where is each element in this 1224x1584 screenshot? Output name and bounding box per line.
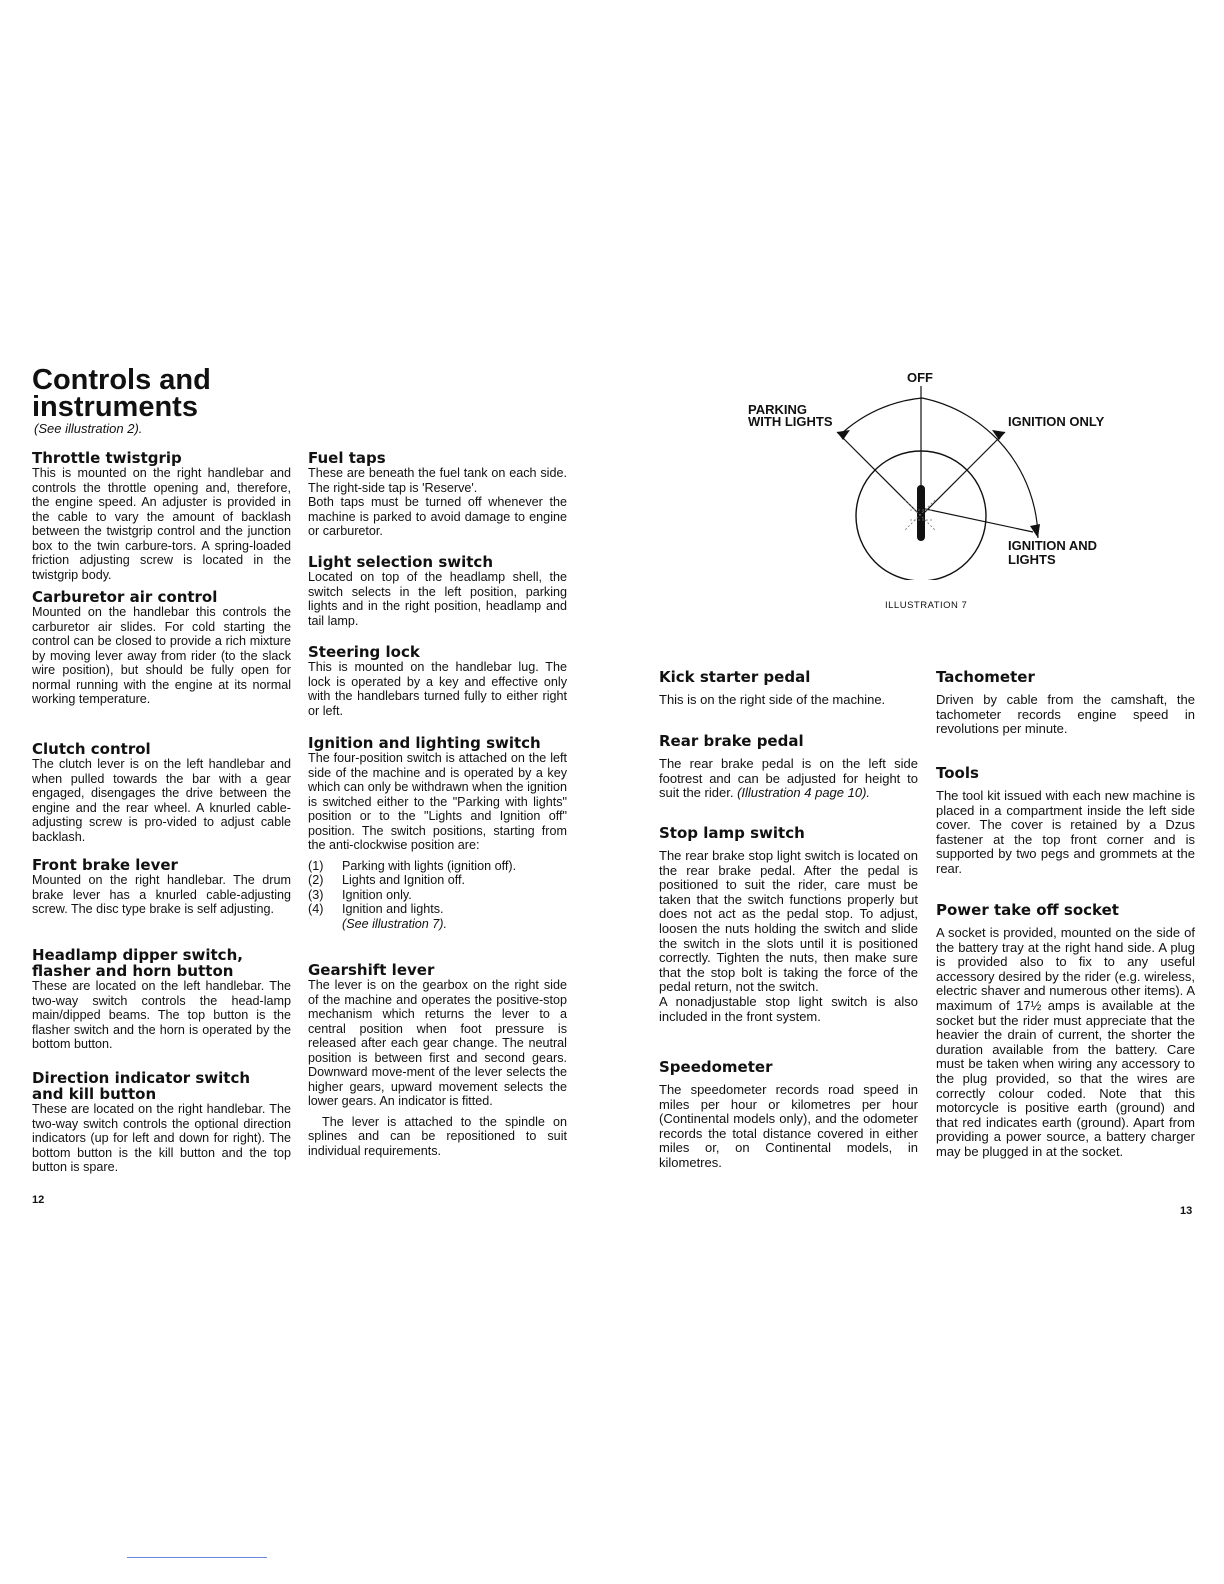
section-text: Mounted on the right handlebar. The drum brake lever has a knurled cable-adjusting screw. The disc type brake is self adjusting. <box>32 873 291 916</box>
section-heading: Gearshift lever <box>308 961 435 979</box>
section-heading: Light selection switch <box>308 553 494 571</box>
section-kick-starter <box>659 669 918 708</box>
divider-line <box>127 1557 267 1558</box>
list-number: (4) <box>308 902 324 916</box>
section-speedometer <box>659 1059 918 1171</box>
page-number-left: 12 <box>32 1194 45 1206</box>
section-text: Driven by cable from the camshaft, the tachometer records engine speed in revolutions per minute. <box>936 692 1195 737</box>
section-heading: Throttle twistgrip <box>32 449 182 467</box>
section-heading: Fuel taps <box>308 449 386 467</box>
list-number: (3) <box>308 887 324 902</box>
section-heading-line-1: Headlamp dipper switch, <box>32 946 243 964</box>
section-heading-line-2: flasher and horn button <box>32 962 234 980</box>
section-stop-lamp <box>659 825 918 1024</box>
list-text: Ignition and lights. <box>342 902 444 916</box>
section-rear-brake <box>659 733 918 801</box>
section-heading: Tools <box>936 764 979 782</box>
section-text: A socket is provided, mounted on the side of the battery tray at the right hand side. A plug is provided also to fix to any useful accessory desired by the rider (e.g. wireless, electric shaver and numerous other items). A maximum of 17½ amps is available at the socket but the rider must appreciate that the heavier the drain of current, the shorter the duration available from the battery. Care must be taken when wiring any accessory to the plug provided, so that the wires are correctly colour coded. Note that this motorcycle is positive earth (ground) and that red indicates earth (ground). Apart from providing a power source, a battery charger may be plugged in at the socket. <box>936 925 1195 1159</box>
section-text: This is on the right side of the machine. <box>659 692 886 707</box>
section-heading: Kick starter pedal <box>659 668 811 686</box>
section-text-body: The rear brake pedal is on the left side footrest and can be adjusted for height to suit the rider. <box>659 756 918 801</box>
section-text: Located on top of the headlamp shell, the switch selects in the left position, parking lights and in the right position, headlamp and tail lamp. <box>308 570 567 628</box>
section-text: The lever is on the gearbox on the right side of the machine and operates the positive-stop mechanism which returns the lever to a central position when foot pressure is released after each gear change. The neutral position is between first and second gears. Downward move-ment of the lever selects the higher gears, upward movement selects the lower gears. An indicator is fitted. <box>308 978 567 1108</box>
switch-positions-list <box>308 859 567 932</box>
page-number-right: 13 <box>1180 1205 1193 1217</box>
list-item <box>308 859 567 874</box>
section-heading-line-2: and kill button <box>32 1085 157 1103</box>
section-heading: Ignition and lighting switch <box>308 734 541 752</box>
label-ignition-lights-line-1: IGNITION AND <box>1008 538 1098 553</box>
label-parking-line-1: PARKING <box>748 402 807 417</box>
list-number: (1) <box>308 858 324 873</box>
section-heading: Speedometer <box>659 1058 773 1076</box>
section-heading: Power take off socket <box>936 901 1119 919</box>
list-item <box>308 888 567 903</box>
section-heading-line-1: Direction indicator switch <box>32 1069 251 1087</box>
illustration-caption: ILLUSTRATION 7 <box>885 600 968 611</box>
label-off: OFF <box>907 370 933 385</box>
position-line-ignition-only <box>921 432 1005 516</box>
list-text: Lights and Ignition off. <box>342 873 465 887</box>
section-text: Mounted on the handlebar this controls the carburetor air slides. For cold starting the control can be closed to provide a rich mixture by moving lever away from rider (to the slack wire position), but should be fully open for normal running with the engine at its normal working temperature. <box>32 605 291 706</box>
section-ignition-lighting <box>308 735 567 931</box>
section-text <box>659 757 918 801</box>
arrow-ignition-only <box>992 430 1005 440</box>
section-text-2: The lever is attached to the spindle on splines and can be repositioned to suit individual requirements. <box>308 1114 567 1158</box>
section-tools <box>936 765 1195 877</box>
section-front-brake <box>32 857 291 917</box>
section-text: This is mounted on the handlebar lug. The lock is operated by a key and effective only with the handlebars turned fully to either right or left. <box>308 660 567 718</box>
list-text: Ignition only. <box>342 887 412 902</box>
section-text: The rear brake stop light switch is located on the rear brake pedal. After the pedal is positioned to suit the rider, care must be taken that the switch functions properly but does not act as the pedal stop. To adjust, loosen the nuts holding the switch and slide the switch in the slots until it is positioned correctly. Tighten the nuts, then make sure that the stop bolt is taking the force of the pedal return, not the switch. <box>659 848 918 995</box>
label-parking-line-2: WITH LIGHTS <box>748 414 833 429</box>
section-text: These are located on the right handlebar. The two-way switch controls the optional direction indicators (up for left and down for right). The bottom button is the kill button and the top button is spare. <box>32 1102 291 1174</box>
page-title-line-2: instruments <box>32 391 198 423</box>
list-item <box>308 873 567 888</box>
section-gearshift <box>308 962 567 1158</box>
section-text: These are located on the left handlebar. The two-way switch controls the head-lamp main/dipped beams. The top button is the flasher switch and the horn is operated by the bottom button. <box>32 979 291 1051</box>
section-direction-indicator <box>32 1070 291 1175</box>
page-title-line-1: Controls and <box>32 364 211 396</box>
list-note: (See illustration 7). <box>342 916 447 931</box>
section-text-2: A nonadjustable stop light switch is also included in the front system. <box>659 993 918 1024</box>
section-text: The speedometer records road speed in miles per hour or kilometres per hour (Continental models only), and the odometer records the total distance covered in either miles or, on Continental models, in kilometres. <box>659 1082 918 1170</box>
section-fuel-taps <box>308 450 567 539</box>
section-text-2: Both taps must be turned off whenever the machine is parked to avoid damage to engine or carburetor. <box>308 495 567 538</box>
section-clutch <box>32 741 291 844</box>
section-heading: Steering lock <box>308 643 420 661</box>
label-ignition-lights-line-2: LIGHTS <box>1008 552 1056 567</box>
section-text: This is mounted on the right handlebar and controls the throttle opening and, therefore, the engine speed. An adjuster is provided in the cable to vary the amount of backlash between the twistgrip control and the junction box to the twin carbure-tors. A spring-loaded friction adjusting screw is located in the twistgrip body. <box>32 466 291 582</box>
section-power-take-off <box>936 902 1195 1160</box>
section-text: The tool kit issued with each new machine is placed in a compartment inside the left side cover. The cover is retained by a Dzus fastener at the top front corner and is supported by two pegs and grommets at the rear. <box>936 788 1195 876</box>
arrow-parking <box>837 430 850 440</box>
section-steering-lock <box>308 644 567 718</box>
section-tachometer <box>936 669 1195 737</box>
section-heading: Tachometer <box>936 668 1035 686</box>
section-heading: Front brake lever <box>32 856 178 874</box>
page-subtitle: (See illustration 2). <box>34 421 143 436</box>
list-item <box>308 902 567 917</box>
section-text: The four-position switch is attached on the left side of the machine and is operated by a key which can only be withdrawn when the ignition is switched either to the "Parking with lights" position or to the "Lights and Ignition off" position. The switch positions, starting from the anti-clockwise position are: <box>308 751 567 852</box>
ignition-switch-diagram <box>740 360 1120 580</box>
key-slot <box>917 485 925 541</box>
section-heading: Stop lamp switch <box>659 824 805 842</box>
section-heading: Rear brake pedal <box>659 732 804 750</box>
section-carburetor <box>32 589 291 707</box>
label-ignition-only: IGNITION ONLY <box>1008 414 1105 429</box>
section-headlamp-dipper <box>32 947 291 1052</box>
list-text: Parking with lights (ignition off). <box>342 858 517 873</box>
section-text: The clutch lever is on the left handlebar and when pulled towards the bar with a gear engaged, disengages the drive between the engine and the rear wheel. A knurled cable-adjusting screw is pro-vided to adjust cable backlash. <box>32 757 291 844</box>
section-heading: Clutch control <box>32 740 151 758</box>
list-number: (2) <box>308 873 324 887</box>
section-light-selection <box>308 554 567 628</box>
page-title-block <box>32 364 292 436</box>
section-text: These are beneath the fuel tank on each side. The right-side tap is 'Reserve'. <box>308 466 567 495</box>
illustration-reference: (Illustration 4 page 10). <box>737 785 871 801</box>
section-throttle <box>32 450 291 582</box>
section-heading: Carburetor air control <box>32 588 218 606</box>
list-item <box>308 917 567 932</box>
position-line-ignition-lights <box>921 508 1033 532</box>
